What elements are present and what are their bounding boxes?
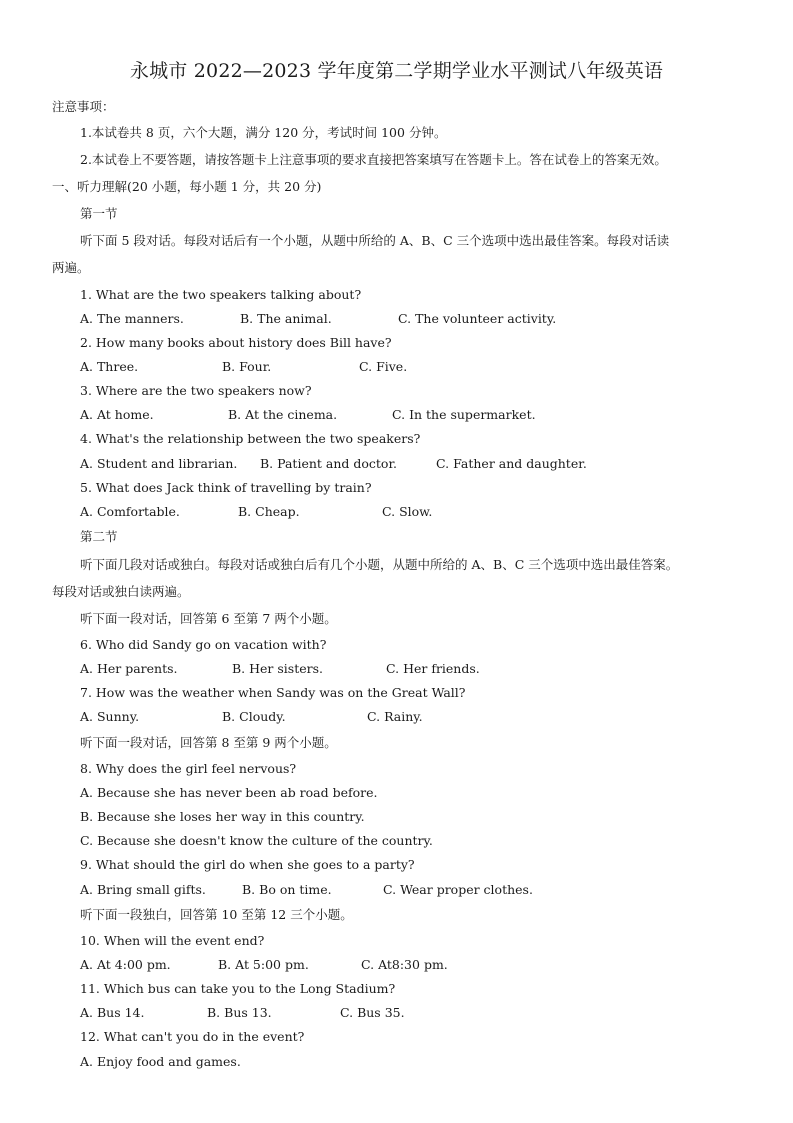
part1-heading: 一、听力理解(20 小题，每小题 1 分，共 20 分) [52, 179, 322, 194]
option-b: B. At 5:00 pm. [218, 957, 309, 972]
option-a: A. Her parents. [80, 661, 178, 676]
option-a: A. Enjoy food and games. [80, 1054, 241, 1069]
option-b: B. Bus 13. [207, 1005, 272, 1020]
option-c: C. The volunteer activity. [398, 311, 557, 326]
option-a: A. At 4:00 pm. [80, 957, 171, 972]
option-c: C. Because she doesn't know the culture of the country. [80, 833, 433, 848]
section2-instructions-cont: 每段对话或独白读两遍。 [52, 584, 190, 599]
option-b: B. Because she loses her way in this country. [80, 809, 365, 824]
option-a: A. Student and librarian. [80, 456, 238, 471]
option-b: B. Four. [222, 359, 272, 374]
option-a: A. Three. [80, 359, 139, 374]
question-stem: 4. What's the relationship between the two speakers? [80, 431, 421, 446]
question-stem: 1. What are the two speakers talking about? [80, 287, 362, 302]
option-c: C. Bus 35. [340, 1005, 405, 1020]
question-stem: 3. Where are the two speakers now? [80, 383, 312, 398]
option-c: C. Wear proper clothes. [383, 882, 533, 897]
dialog-instructions: 听下面一段对话，回答第 6 至第 7 两个小题。 [80, 611, 337, 626]
option-b: B. Patient and doctor. [260, 456, 398, 471]
option-c: C. Slow. [382, 504, 433, 519]
monologue-instructions: 听下面一段独白，回答第 10 至第 12 三个小题。 [80, 907, 353, 922]
option-c: C. At8:30 pm. [361, 957, 448, 972]
option-a: A. Bring small gifts. [80, 882, 206, 897]
option-a: A. Sunny. [80, 709, 140, 724]
question-stem: 2. How many books about history does Bill have? [80, 335, 392, 350]
question-stem: 5. What does Jack think of travelling by train? [80, 480, 372, 495]
question-stem: 8. Why does the girl feel nervous? [80, 761, 297, 776]
option-c: C. Five. [359, 359, 408, 374]
question-stem: 9. What should the girl do when she goes to a party? [80, 857, 415, 872]
option-b: B. At the cinema. [228, 407, 338, 422]
dialog-instructions: 听下面一段对话，回答第 8 至第 9 两个小题。 [80, 735, 337, 750]
question-stem: 7. How was the weather when Sandy was on the Great Wall? [80, 685, 466, 700]
option-a: A. Because she has never been ab road before. [80, 785, 378, 800]
section2-instructions: 听下面几段对话或独白。每段对话或独白后有几个小题，从题中所给的 A、B、C 三个选项中选出最佳答案。 [80, 557, 679, 572]
option-c: C. Father and daughter. [436, 456, 587, 471]
option-b: B. Bo on time. [242, 882, 332, 897]
option-a: A. Bus 14. [80, 1005, 145, 1020]
question-stem: 6. Who did Sandy go on vacation with? [80, 637, 327, 652]
notice-heading: 注意事项： [52, 99, 115, 114]
option-c: C. Her friends. [386, 661, 480, 676]
section1-heading: 第一节 [80, 206, 118, 221]
option-b: B. Cheap. [238, 504, 300, 519]
section1-instructions-cont: 两遍。 [52, 260, 90, 275]
option-c: C. Rainy. [367, 709, 423, 724]
option-a: A. At home. [80, 407, 154, 422]
notice-item-2: 2.本试卷上不要答题，请按答题卡上注意事项的要求直接把答案填写在答题卡上。答在试卷上的答案无效。 [80, 152, 667, 167]
option-b: B. Her sisters. [232, 661, 323, 676]
option-c: C. In the supermarket. [392, 407, 536, 422]
option-b: B. Cloudy. [222, 709, 286, 724]
section1-instructions: 听下面 5 段对话。每段对话后有一个小题，从题中所给的 A、B、C 三个选项中选出最佳答案。每段对话读 [80, 233, 670, 248]
question-stem: 11. Which bus can take you to the Long Stadium? [80, 981, 396, 996]
option-b: B. The animal. [240, 311, 332, 326]
option-a: A. The manners. [80, 311, 184, 326]
section2-heading: 第二节 [80, 529, 118, 544]
option-a: A. Comfortable. [80, 504, 180, 519]
question-stem: 10. When will the event end? [80, 933, 265, 948]
question-stem: 12. What can't you do in the event? [80, 1029, 305, 1044]
exam-title: 永城市 2022—2023 学年度第二学期学业水平测试八年级英语 [129, 60, 664, 82]
notice-item-1: 1.本试卷共 8 页，六个大题，满分 120 分，考试时间 100 分钟。 [80, 125, 447, 140]
